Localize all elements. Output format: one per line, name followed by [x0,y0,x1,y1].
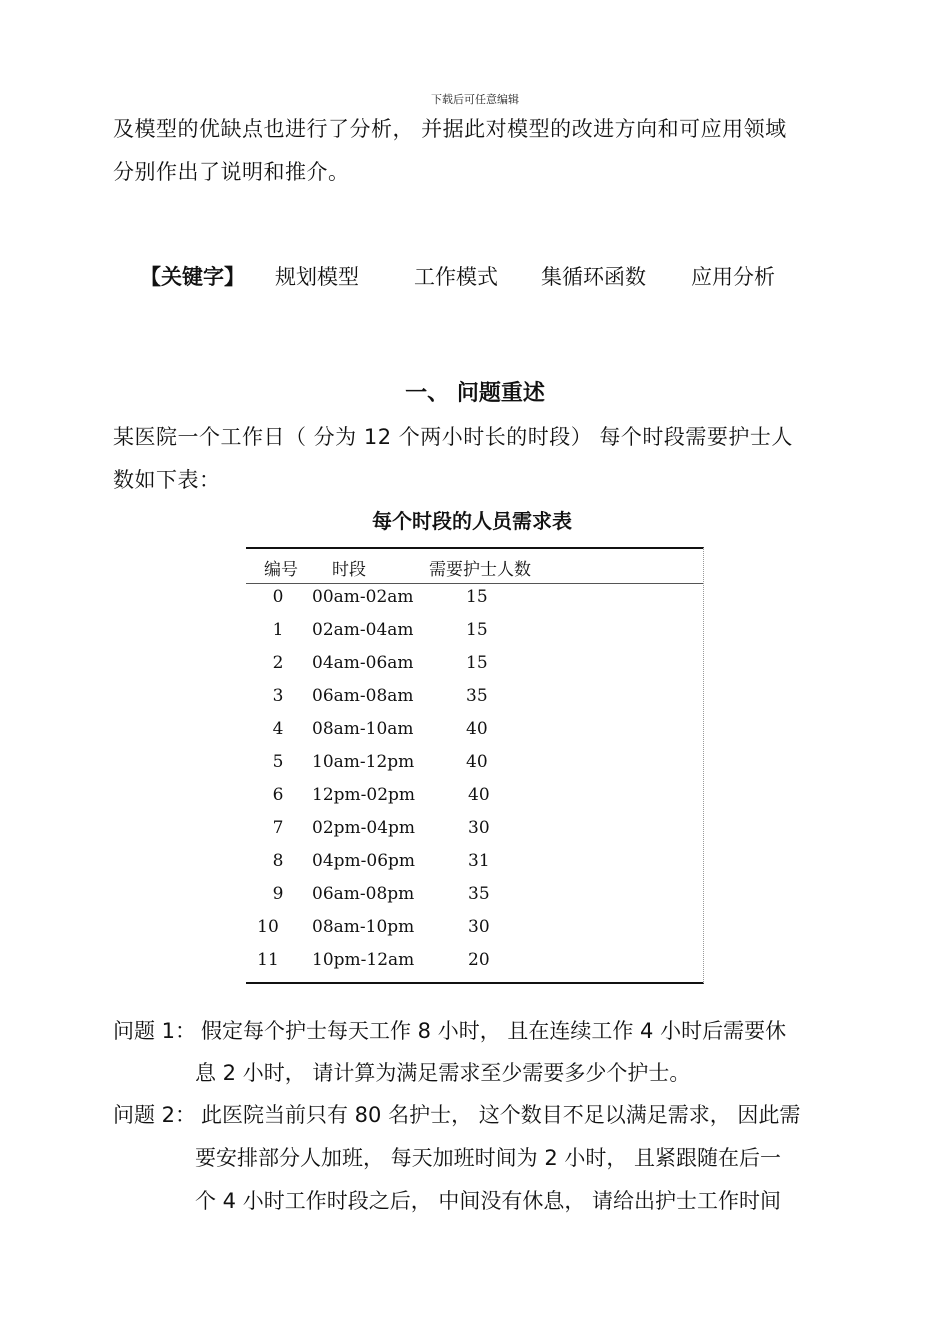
cell-period: 02am-04am [312,620,414,640]
cell-period: 10am-12pm [312,752,415,772]
keywords-line [0,261,950,293]
table-row [246,582,703,615]
cell-period: 00am-02am [312,587,414,607]
cell-number: 3 [272,686,284,706]
keyword-item: 工作模式 [414,265,498,289]
cell-nurse-count: 35 [468,884,490,904]
problem-intro-line-1: 某医院一个工作日（ 分为 12 个两小时长的时段） 每个时段需要护士人 [113,425,793,449]
cell-number: 5 [272,752,284,772]
table-row [246,813,703,846]
problem-intro-line-2: 数如下表： [113,468,221,492]
header-cell-nurse-count: 需要护士人数 [429,560,531,580]
keyword-item: 应用分析 [691,265,775,289]
cell-period: 08am-10am [312,719,414,739]
question-1-line: 息 2 小时， 请计算为满足需求至少需要多少个护士。 [195,1061,691,1085]
keyword-item: 集循环函数 [541,265,646,289]
table-row [246,945,703,978]
table-row [246,648,703,681]
header-note: 下载后可任意编辑 [431,93,519,106]
question-2-label: 问题 2： [113,1103,197,1127]
question-2-line: 要安排部分人加班， 每天加班时间为 2 小时， 且紧跟随在后一 [195,1146,782,1170]
header-cell-period: 时段 [332,560,366,580]
cell-period: 02pm-04pm [312,818,416,838]
intro-line-2: 分别作出了说明和推介。 [113,160,350,184]
table-row [246,714,703,747]
cell-nurse-count: 15 [466,620,488,640]
cell-nurse-count: 40 [466,752,488,772]
cell-period: 06am-08am [312,686,414,706]
keyword-item: 规划模型 [275,265,359,289]
question-1-label: 问题 1： [113,1019,197,1043]
demand-table [246,547,704,984]
cell-nurse-count: 15 [466,587,488,607]
intro-line-1: 及模型的优缺点也进行了分析， 并据此对模型的改进方向和可应用领域 [113,117,787,141]
header-cell-number: 编号 [264,560,298,580]
cell-number: 4 [272,719,284,739]
cell-number: 2 [272,653,284,673]
table-header-row [246,549,703,584]
table-title: 每个时段的人员需求表 [372,509,572,533]
cell-period: 04pm-06pm [312,851,416,871]
cell-number: 8 [272,851,284,871]
table-row [246,846,703,879]
table-row [246,879,703,912]
table-row [246,780,703,813]
cell-period: 06am-08pm [312,884,415,904]
cell-nurse-count: 31 [468,851,490,871]
table-row [246,747,703,780]
cell-nurse-count: 30 [468,917,490,937]
cell-number: 6 [272,785,284,805]
cell-period: 10pm-12am [312,950,415,970]
table-row [246,912,703,945]
table-row [246,615,703,648]
cell-nurse-count: 35 [466,686,488,706]
question-2-line: 个 4 小时工作时段之后， 中间没有休息， 请给出护士工作时间 [195,1189,782,1213]
cell-number: 7 [272,818,284,838]
section-title: 一、 问题重述 [405,381,545,406]
keywords-label: 【关键字】 [140,265,245,289]
cell-period: 08am-10pm [312,917,415,937]
cell-nurse-count: 40 [468,785,490,805]
question-1-line: 假定每个护士每天工作 8 小时， 且在连续工作 4 小时后需要休 [201,1019,787,1043]
cell-number: 1 [272,620,284,640]
question-2-line: 此医院当前只有 80 名护士， 这个数目不足以满足需求， 因此需 [201,1103,801,1127]
cell-number: 9 [272,884,284,904]
cell-nurse-count: 15 [466,653,488,673]
cell-number: 11 [257,950,279,970]
cell-nurse-count: 30 [468,818,490,838]
cell-nurse-count: 40 [466,719,488,739]
cell-nurse-count: 20 [468,950,490,970]
cell-number: 0 [272,587,284,607]
cell-period: 04am-06am [312,653,414,673]
table-row [246,681,703,714]
cell-number: 10 [257,917,279,937]
cell-period: 12pm-02pm [312,785,416,805]
